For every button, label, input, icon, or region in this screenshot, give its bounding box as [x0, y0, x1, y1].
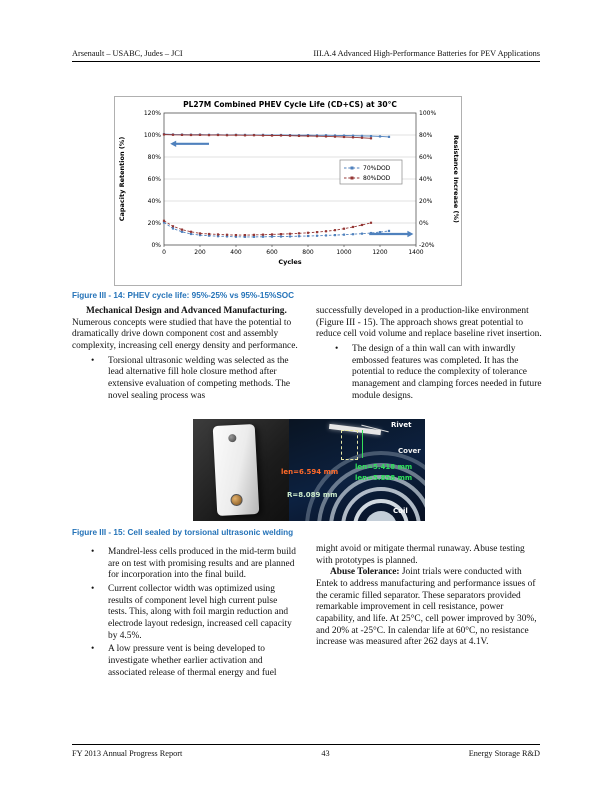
cover-label: Cover	[398, 447, 421, 455]
bullet-list-left-bottom	[72, 547, 298, 679]
svg-text:600: 600	[266, 249, 278, 256]
svg-text:120%: 120%	[143, 110, 161, 117]
svg-text:40%: 40%	[419, 176, 433, 183]
svg-text:200: 200	[194, 249, 206, 256]
bullet-torsional-welding: • Torsional ultrasonic welding was selected as the lead alternative fill hole closure method after extensive evaluation of competing methods. The novel sealing process was	[72, 356, 298, 403]
svg-text:80%DOD: 80%DOD	[363, 175, 391, 182]
svg-text:80%: 80%	[147, 154, 161, 161]
figure-15-photo	[193, 419, 425, 521]
mechanical-design-text: Numerous concepts were studied that have the potential to dramatically drive down component cost and assembly complexity, increasing cell energy density and performance.	[72, 317, 298, 351]
right-column-top	[316, 306, 542, 404]
svg-text:80%: 80%	[419, 132, 433, 139]
bullet-low-pressure-vent: • A low pressure vent is being developed to investigate whether earlier activation and associated release of thermal energy and fuel	[72, 644, 298, 679]
svg-text:0: 0	[162, 249, 166, 256]
fill-hole	[230, 494, 243, 507]
svg-text:Cycles: Cycles	[278, 258, 302, 266]
footer-rule	[72, 744, 540, 745]
svg-text:100%: 100%	[419, 110, 437, 117]
abuse-tolerance-text: Joint trials were conducted with Entek to address manufacturing and performance issues of the ceramic filled separator. These separators provided remarkable improvement in cell resistance, power capability, and life. At 25°C, cell power improved by 30%, and 20% at -25°C. In calendar life at 60°C, no resistance increase was measured after 262 days at 4.1V.	[316, 567, 537, 648]
bullet-mandrel-less: • Mandrel-less cells produced in the mid-term build are on test with promising results and are planned for incorporation into the final build.	[72, 547, 298, 582]
bullet-list-right-top	[316, 344, 542, 402]
svg-text:0%: 0%	[419, 220, 429, 227]
header-rule	[72, 61, 540, 62]
right-column-bottom	[316, 544, 542, 649]
figure-14-caption: Figure III - 14: PHEV cycle life: 95%-25% vs 95%-15%SOC	[72, 291, 295, 300]
bullet-continuation-welding: successfully developed in a production-like environment (Figure III - 15). The approach shows great potential to reduce cell void volume and replace baseline rivet insertion.	[316, 306, 542, 340]
footer-program-name: Energy Storage R&D	[468, 749, 540, 758]
bullet-continuation-vent: might avoid or mitigate thermal runaway. Abuse testing with prototypes is planned.	[316, 544, 525, 566]
page-header	[72, 49, 540, 58]
header-authors: Arsenault – USABC, Judes – JCI	[72, 49, 183, 58]
radius-label: R=8.089 mm	[287, 491, 338, 499]
paragraph-mechanical-design	[72, 306, 298, 353]
svg-text:60%: 60%	[419, 154, 433, 161]
rivet-highlight-box	[341, 430, 358, 460]
svg-text:PL27M Combined PHEV Cycle Life: PL27M Combined PHEV Cycle Life (CD+CS) at 30°C	[183, 100, 397, 109]
rivet-hole	[228, 434, 236, 442]
svg-text:1200: 1200	[372, 249, 388, 256]
left-column-bottom	[72, 544, 298, 681]
bullet-list-left-top	[72, 356, 298, 403]
svg-text:400: 400	[230, 249, 242, 256]
svg-text:Capacity Retention (%): Capacity Retention (%)	[118, 136, 126, 222]
mechanical-design-heading: Mechanical Design and Advanced Manufacturing.	[86, 306, 287, 316]
measurement-line	[362, 430, 363, 458]
page-number: 43	[321, 749, 330, 758]
left-column-top	[72, 306, 298, 404]
bullet-thin-wall-can: • The design of a thin wall can with inwardly embossed features was completed. It has the potential to reduce the complexity of tolerance management and clamping forces needed in future module designs.	[316, 344, 542, 402]
svg-text:-20%: -20%	[419, 242, 435, 249]
svg-text:100%: 100%	[143, 132, 161, 139]
measurement-label-1: len=5.418 mm	[355, 463, 413, 471]
measurement-label-3: len=6.594 mm	[281, 468, 339, 476]
coil-label: Coil	[393, 507, 408, 515]
header-section-title: III.A.4 Advanced High-Performance Batteries for PEV Applications	[313, 49, 540, 58]
footer-report-title: FY 2013 Annual Progress Report	[72, 749, 183, 758]
cell-photo-background	[193, 419, 289, 521]
svg-text:20%: 20%	[147, 220, 161, 227]
page-footer	[72, 749, 540, 758]
cycle-life-chart-svg	[114, 96, 462, 286]
svg-text:20%: 20%	[419, 198, 433, 205]
rivet-label: Rivet	[391, 421, 412, 429]
svg-text:Resistance Increase (%): Resistance Increase (%)	[452, 135, 460, 223]
svg-text:70%DOD: 70%DOD	[363, 165, 391, 172]
svg-text:1000: 1000	[336, 249, 352, 256]
svg-text:800: 800	[302, 249, 314, 256]
measurement-label-2: len=5.858 mm	[355, 474, 413, 482]
figure-15-caption: Figure III - 15: Cell sealed by torsional ultrasonic welding	[72, 528, 294, 537]
svg-text:40%: 40%	[147, 198, 161, 205]
bullet-current-collector: • Current collector width was optimized using results of component level high current pulse tests. This, along with foil margin reduction and electrode layout redesign, increased cell capacity by 4.5%.	[72, 584, 298, 642]
svg-text:60%: 60%	[147, 176, 161, 183]
abuse-tolerance-heading: Abuse Tolerance:	[330, 567, 400, 578]
cell-body	[213, 424, 260, 516]
svg-text:0%: 0%	[151, 242, 161, 249]
svg-text:1400: 1400	[408, 249, 424, 256]
figure-14-cycle-life-chart	[114, 96, 462, 286]
paragraph-abuse-tolerance	[316, 567, 542, 649]
